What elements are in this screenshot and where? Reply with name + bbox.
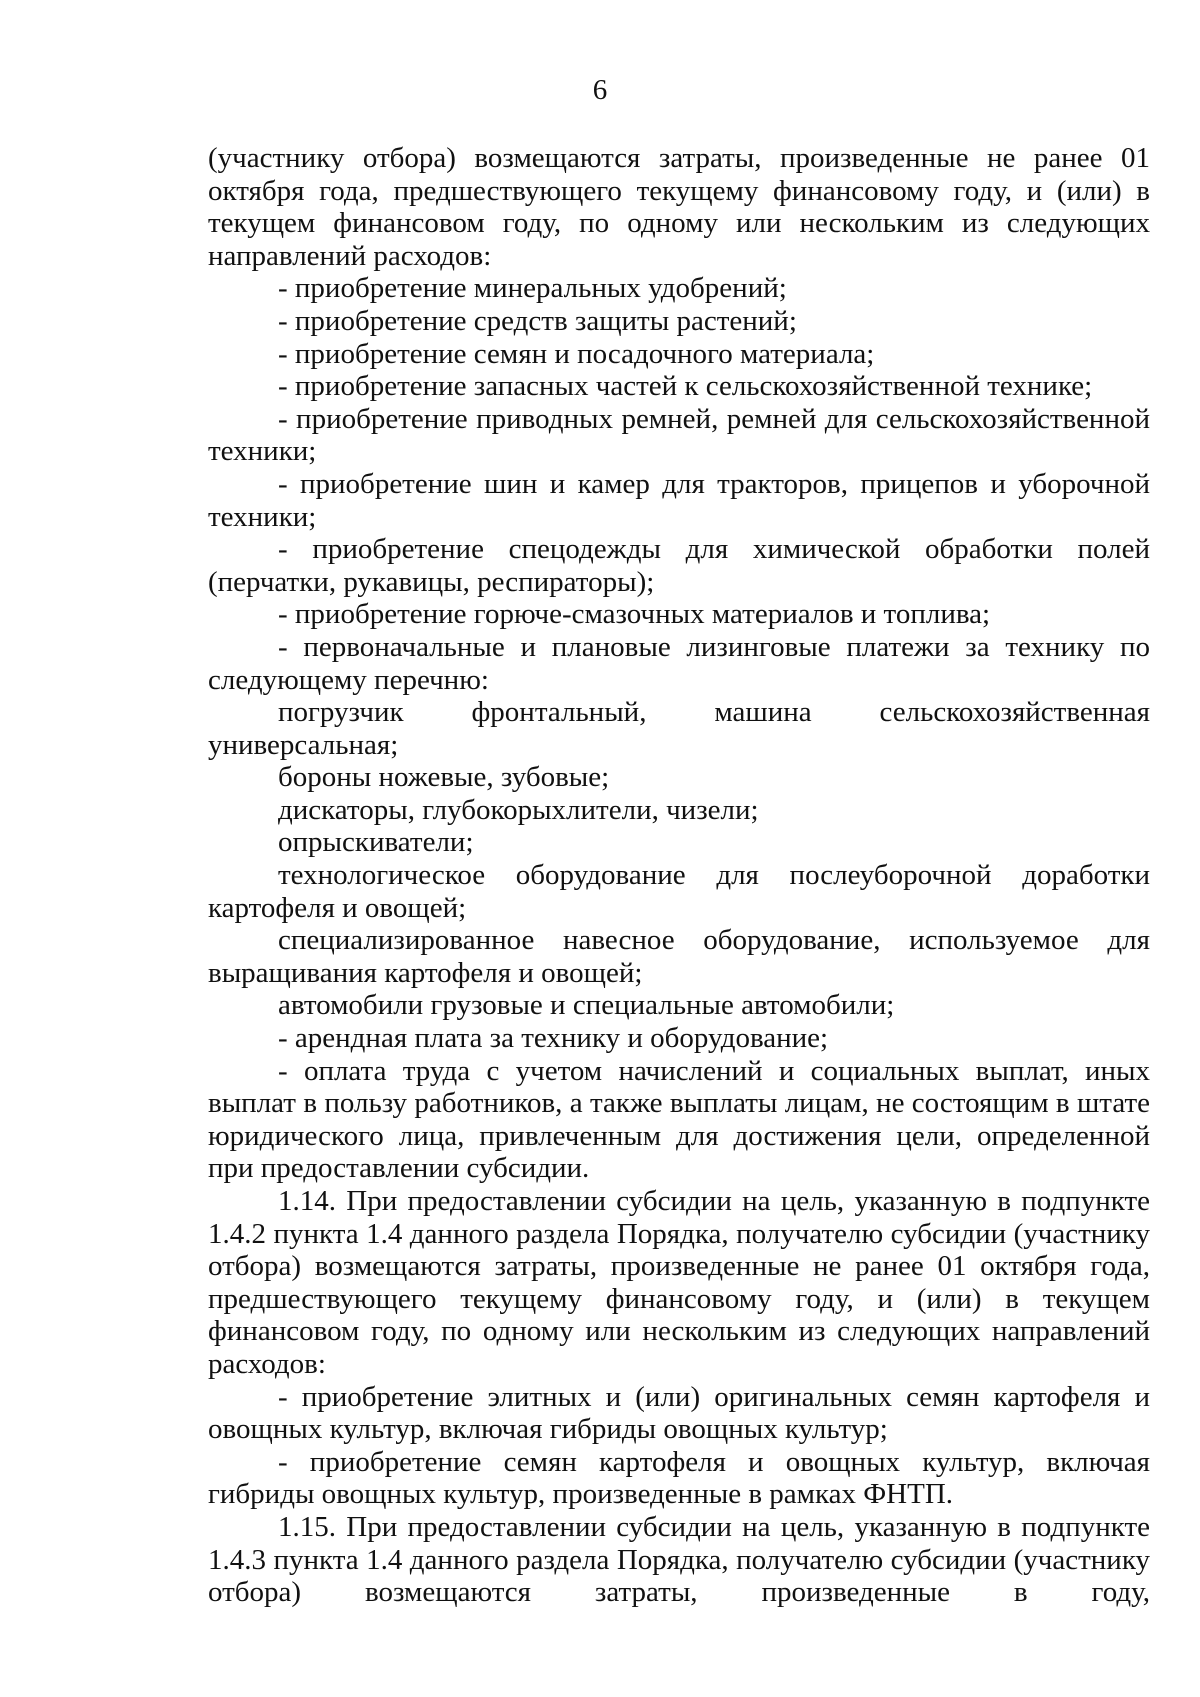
list-item: - арендная плата за технику и оборудование; [278, 1022, 829, 1055]
sublist-item: бороны ножевые, зубовые; [278, 761, 610, 794]
sublist-item: опрыскиватели; [278, 826, 474, 859]
paragraph: (участнику отбора) возмещаются затраты, произведенные не ранее 01 октября года, предшествующего текущему финансовому году, и (или) в текущем финансовом году, по одному или нескольким из следующих направлений расходов: [208, 142, 1150, 272]
list-item: - приобретение средств защиты растений; [278, 304, 797, 337]
sublist-item: автомобили грузовые и специальные автомобили; [278, 989, 895, 1022]
list-item: - приобретение спецодежды для химической обработки полей (перчатки, рукавицы, респираторы); [208, 533, 1150, 598]
list-item: - приобретение шин и камер для тракторов, прицепов и уборочной техники; [208, 467, 1150, 533]
list-item: - приобретение горюче-смазочных материалов и топлива; [278, 598, 991, 631]
list-item: - приобретение семян картофеля и овощных культур, включая гибриды овощных культур, произведенные в рамках ФНТП. [208, 1445, 1150, 1511]
sublist-item: технологическое оборудование для послеуборочной доработки картофеля и овощей; [208, 859, 1150, 924]
list-item: - оплата труда с учетом начислений и социальных выплат, иных выплат в пользу работников, а также выплаты лицам, не состоящим в штате юридического лица, привлеченным для достижения цели, определенной при предоставлении субсидии. [208, 1054, 1150, 1185]
list-item: - приобретение элитных и (или) оригинальных семян картофеля и овощных культур, включая гибриды овощных культур; [208, 1380, 1150, 1446]
list-item: - приобретение приводных ремней, ремней для сельскохозяйственной техники; [208, 402, 1150, 468]
document-body [208, 142, 1150, 1609]
list-item: - приобретение минеральных удобрений; [278, 272, 787, 305]
section-paragraph-1-15: 1.15. При предоставлении субсидии на цель, указанную в подпункте 1.4.3 пункта 1.4 данного раздела Порядка, получателю субсидии (участнику отбора) возмещаются затраты, произведенные в году, [208, 1510, 1150, 1609]
page-number: 6 [592, 74, 608, 106]
list-item: - первоначальные и плановые лизинговые платежи за технику по следующему перечню: [208, 630, 1150, 696]
list-item: - приобретение семян и посадочного материала; [278, 337, 875, 370]
list-item: - приобретение запасных частей к сельскохозяйственной технике; [278, 370, 1093, 403]
sublist-item: дискаторы, глубокорыхлители, чизели; [278, 793, 759, 826]
section-paragraph-1-14: 1.14. При предоставлении субсидии на цель, указанную в подпункте 1.4.2 пункта 1.4 данного раздела Порядка, получателю субсидии (участнику отбора) возмещаются затраты, произведенные не ранее 01 октября года, предшествующего текущему финансовому году, и (или) в текущем финансовом году, по одному или нескольким из следующих направлений расходов: [208, 1185, 1150, 1380]
sublist-item: погрузчик фронтальный, машина сельскохозяйственная универсальная; [208, 696, 1150, 761]
sublist-item: специализированное навесное оборудование, используемое для выращивания картофеля и овощей; [208, 924, 1150, 989]
